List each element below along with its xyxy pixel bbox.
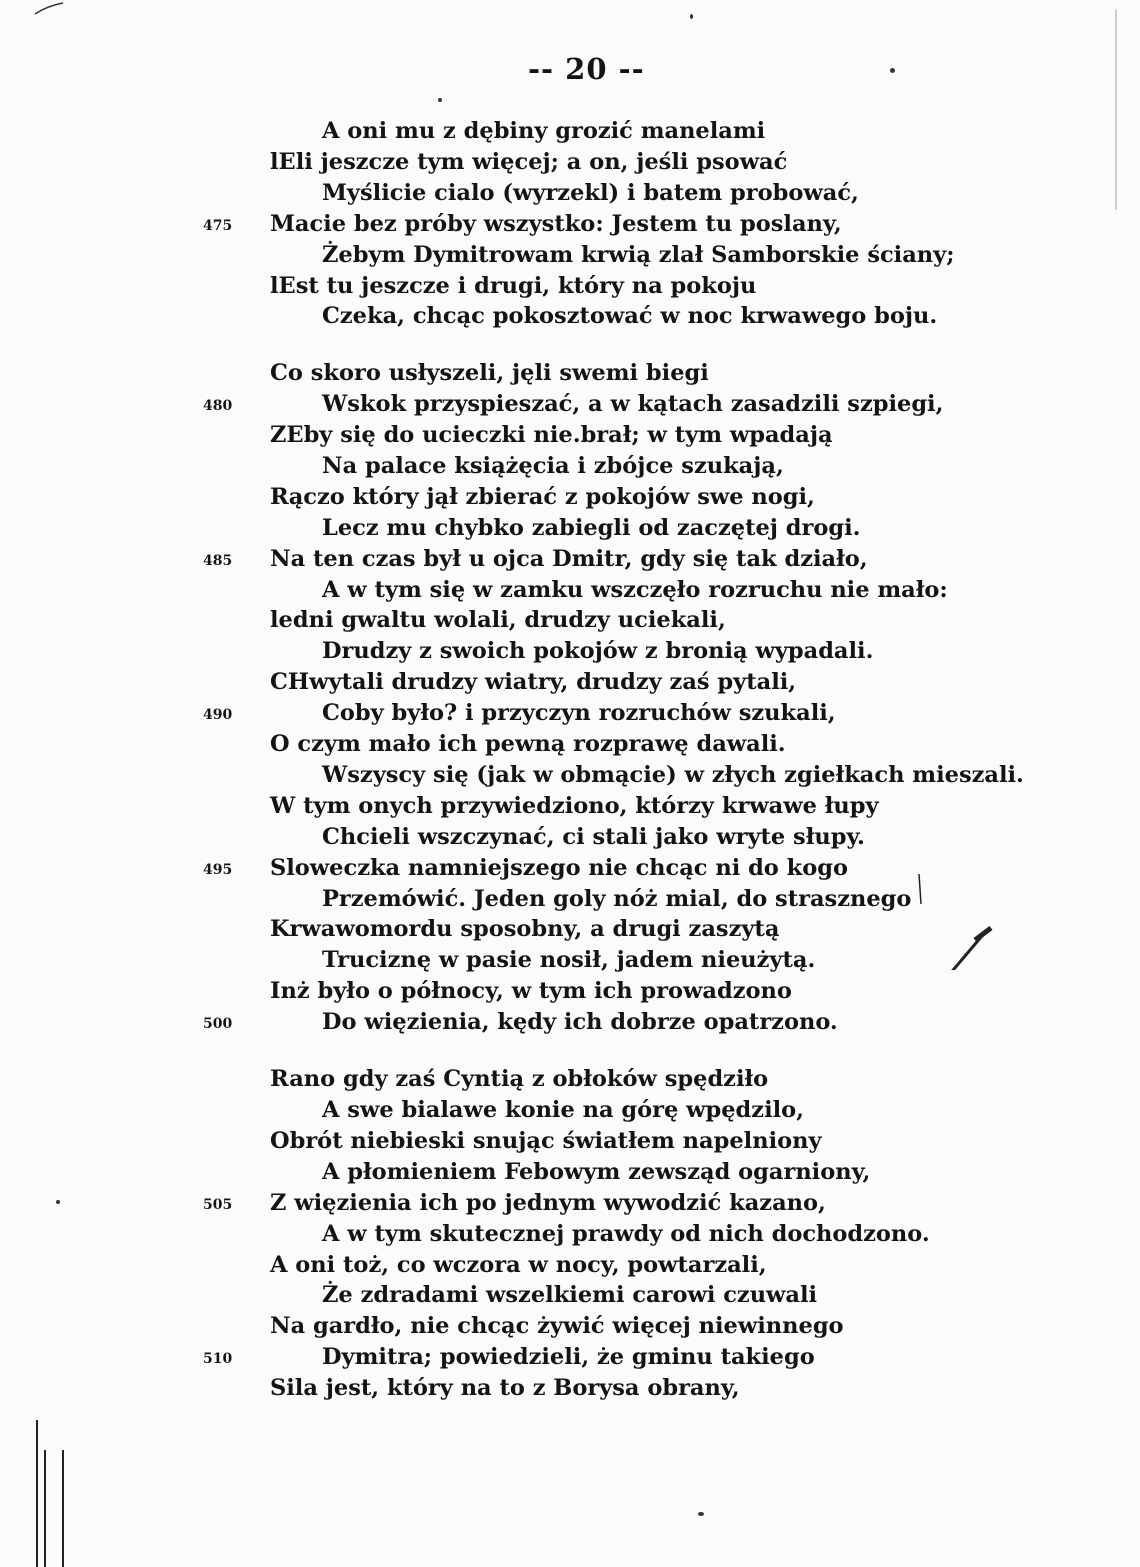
verse-line: A oni mu z dębiny grozić manelami	[322, 118, 766, 144]
verse-line: Sila jest, który na to z Borysa obrany,	[270, 1375, 740, 1401]
verse-line: Dymitra; powiedzieli, że gminu takiego	[322, 1344, 815, 1370]
line-number: 480	[203, 398, 233, 414]
verse-line: Na gardło, nie chcąc żywić więcej niewinnego	[270, 1313, 844, 1339]
verse-line: Na palace książęcia i zbójce szukają,	[322, 453, 784, 479]
line-number: 475	[203, 218, 233, 234]
verse-line: Coby było? i przyczyn rozruchów szukali,	[322, 700, 836, 726]
verse-line: A w tym się w zamku wszczęło rozruchu nie mało:	[322, 577, 948, 603]
verse-line: Rączo który jął zbierać z pokojów swe nogi,	[270, 484, 815, 510]
verse-line: lEli jeszcze tym więcej; a on, jeśli psować	[270, 149, 788, 175]
verse-line: Że zdradami wszelkiemi carowi czuwali	[322, 1282, 818, 1308]
verse-line: Drudzy z swoich pokojów z bronią wypadali.	[322, 638, 874, 664]
verse-line: A płomieniem Febowym zewsząd ogarniony,	[322, 1159, 871, 1185]
verse-line: Myślicie cialo (wyrzekl) i batem probować,	[322, 180, 859, 206]
line-number: 505	[203, 1197, 233, 1213]
verse-line: Obrót niebieski snując światłem napelniony	[270, 1128, 822, 1154]
line-number: 510	[203, 1351, 233, 1367]
verse-line: Chcieli wszczynać, ci stali jako wryte słupy.	[322, 824, 865, 850]
line-number: 485	[203, 553, 233, 569]
scan-mark-top	[35, 0, 95, 20]
binding-edge-line	[62, 1450, 64, 1567]
verse-line: Wskok przyspieszać, a w kątach zasadzili szpiegi,	[322, 391, 944, 417]
scan-edge-line	[1115, 10, 1117, 210]
scan-speck	[438, 98, 442, 102]
verse-line: ledni gwaltu wolali, drudzy uciekali,	[270, 607, 726, 633]
verse-line: O czym mało ich pewną rozprawę dawali.	[270, 731, 786, 757]
pen-mark	[915, 870, 995, 970]
verse-line: ZEby się do ucieczki nie.brał; w tym wpadają	[270, 422, 833, 448]
verse-line: Inż było o północy, w tym ich prowadzono	[270, 978, 792, 1004]
page-number: -- 20 --	[528, 52, 645, 86]
verse-line: Wszyscy się (jak w obmącie) w złych zgiełkach mieszali.	[322, 762, 1024, 788]
verse-line: Do więzienia, kędy ich dobrze opatrzono.	[322, 1009, 838, 1035]
verse-line: Lecz mu chybko zabiegli od zaczętej drogi.	[322, 515, 861, 541]
scan-speck	[56, 1200, 60, 1204]
binding-edge-line	[44, 1450, 46, 1567]
scan-speck	[690, 14, 693, 19]
verse-line: A oni toż, co wczora w nocy, powtarzali,	[270, 1252, 767, 1278]
line-number: 495	[203, 862, 233, 878]
verse-line: Przemówić. Jeden goly nóż mial, do strasznego	[322, 886, 912, 912]
verse-line: Rano gdy zaś Cyntią z obłoków spędziło	[270, 1066, 769, 1092]
verse-line: Truciznę w pasie nosił, jadem nieużytą.	[322, 947, 816, 973]
verse-line: A w tym skutecznej prawdy od nich dochodzono.	[322, 1221, 930, 1247]
verse-line: Z więzienia ich po jednym wywodzić kazano,	[270, 1190, 826, 1216]
verse-line: lEst tu jeszcze i drugi, który na pokoju	[270, 273, 757, 299]
verse-line: Żebym Dymitrowam krwią zlał Samborskie ściany;	[322, 242, 955, 268]
verse-line: Na ten czas był u ojca Dmitr, gdy się tak działo,	[270, 546, 868, 572]
verse-line: CHwytali drudzy wiatry, drudzy zaś pytali,	[270, 669, 797, 695]
verse-line: Czeka, chcąc pokosztować w noc krwawego boju.	[322, 303, 938, 329]
verse-line: W tym onych przywiedziono, którzy krwawe łupy	[270, 793, 879, 819]
verse-line: Sloweczka namniejszego nie chcąc ni do kogo	[270, 855, 848, 881]
verse-line: Co skoro usłyszeli, jęli swemi biegi	[270, 360, 709, 386]
scan-speck	[890, 68, 895, 73]
binding-edge-line	[36, 1420, 38, 1567]
verse-line: Krwawomordu sposobny, a drugi zaszytą	[270, 916, 780, 942]
verse-line: A swe bialawe konie na górę wpędzilo,	[322, 1097, 805, 1123]
line-number: 500	[203, 1016, 233, 1032]
verse-line: Macie bez próby wszystko: Jestem tu poslany,	[270, 211, 842, 237]
line-number: 490	[203, 707, 233, 723]
scan-speck	[698, 1512, 704, 1516]
